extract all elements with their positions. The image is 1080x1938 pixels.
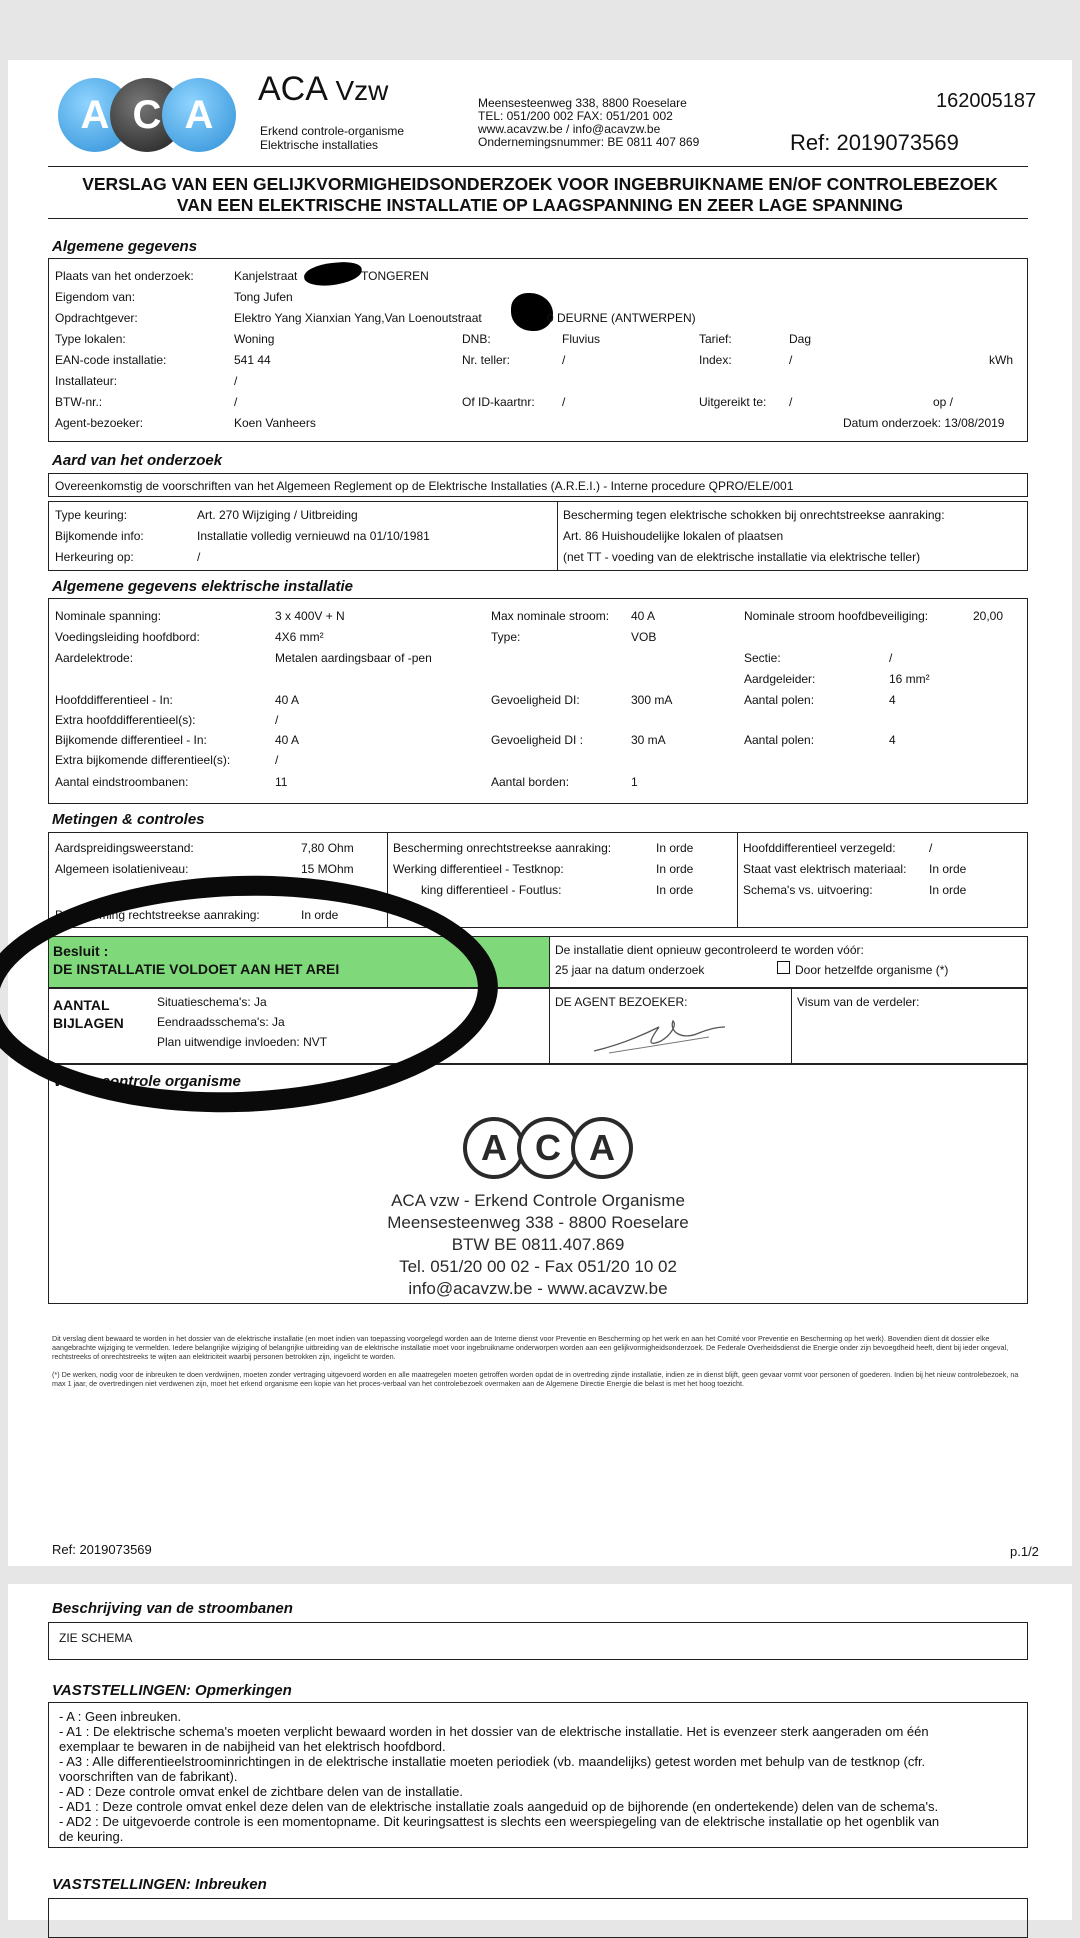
datum-onderzoek: Datum onderzoek: 13/08/2019	[843, 416, 1005, 430]
logo-letter: A	[481, 1127, 507, 1168]
stamp-line-1: ACA vzw - Erkend Controle Organisme	[391, 1191, 685, 1210]
bescherming-heading: Bescherming tegen elektrische schokken bij onrechtstreekse aanraking:	[563, 508, 945, 522]
label-sectie: Sectie:	[744, 651, 781, 665]
reference-number: Ref: 2019073569	[790, 130, 959, 155]
bijlage-plan: Plan uitwendige invloeden: NVT	[157, 1035, 328, 1049]
label-rechtstreekse: Bescherming rechtstreekse aanraking:	[55, 908, 260, 922]
value-foutlus: In orde	[656, 883, 694, 897]
besluit-value: DE INSTALLATIE VOLDOET AAN HET AREI	[53, 961, 340, 977]
signature-icon	[589, 1007, 729, 1059]
aard-intro-box	[48, 473, 1028, 497]
value-id: /	[562, 395, 566, 409]
address-line-3: www.acavzw.be / info@acavzw.be	[478, 122, 661, 136]
opmerking-line: - A1 : De elektrische schema's moeten verplicht bewaard worden in het dossier van de elektrische installatie. Het is evenzeer sterk aangeraden om één	[59, 1724, 929, 1739]
label-extra-bijkomende: Extra bijkomende differentieel(s):	[55, 753, 231, 767]
label-aardspreiding: Aardspreidingsweerstand:	[55, 841, 194, 855]
value-plaats: Kanjelstraat	[234, 269, 298, 283]
value-type-lokalen: Woning	[234, 332, 275, 346]
value-extra-bijkomende: /	[275, 753, 279, 767]
stroombanen-box	[48, 1622, 1028, 1660]
section-heading-opmerkingen: VASTSTELLINGEN: Opmerkingen	[52, 1682, 292, 1699]
stamp-circle-c	[517, 1117, 579, 1179]
logo-letter: C	[132, 92, 162, 137]
opmerking-line: de keuring.	[59, 1829, 124, 1844]
label-agent: Agent-bezoeker:	[55, 416, 144, 430]
zelfde-organisme-checkbox[interactable]	[777, 961, 790, 974]
value-type-keuring: Art. 270 Wijziging / Uitbreiding	[197, 508, 358, 522]
label-testknop: Werking differentieel - Testknop:	[393, 862, 564, 876]
label-index: Index:	[699, 353, 732, 367]
label-herkeuring: Herkeuring op:	[55, 550, 134, 564]
label-onrechtstreekse: Bescherming onrechtstreekse aanraking:	[393, 841, 612, 855]
address-line-1: Meensesteenweg 338, 8800 Roeselare	[478, 96, 687, 110]
value-testknop: In orde	[656, 862, 694, 876]
report-title-line-2: VAN EEN ELEKTRISCHE INSTALLATIE OP LAAGSPANNING EN ZEER LAGE SPANNING	[176, 195, 904, 215]
label-gevoeligheid-2: Gevoeligheid DI :	[491, 733, 584, 747]
value-opdrachtgever-city: 0 DEURNE (ANTWERPEN)	[547, 311, 696, 325]
opmerking-line: - AD1 : Deze controle omvat enkel deze delen van de elektrische installatie zoals aangeduid op de bijhorende (en ondertekende) delen van de schema's.	[59, 1799, 939, 1814]
opmerking-line: exemplaar te bewaren in de nabijheid van het elektrisch hoofdbord.	[59, 1739, 446, 1754]
section-heading-algemene-gegevens: Algemene gegevens	[52, 238, 198, 255]
visum-heading: Visum controle organisme	[53, 1073, 241, 1090]
label-teller: Nr. teller:	[462, 353, 511, 367]
visum-verdeler-label: Visum van de verdeler:	[797, 995, 920, 1009]
opnieuw-termijn: 25 jaar na datum onderzoek	[555, 963, 705, 977]
value-gevoeligheid-2: 30 mA	[631, 733, 666, 747]
label-type: Type:	[491, 630, 521, 644]
value-ean: 541 44	[234, 353, 271, 367]
art86: Art. 86 Huishoudelijke lokalen of plaatsen	[563, 529, 784, 543]
aard-details-box	[48, 501, 1028, 571]
disclaimer-2: (*) De werken, nodig voor de inbreuken te doen verdwijnen, moeten zonder vertraging uitgevoerd worden en alle maatregelen moeten getroffen worden opdat de in overtreding zijnde installatie, indien ze in dienst blijft, geen gevaar vormt voor personen of goederen. Indien bij het nieuw controlebezoek, na max 1 jaar, de overtredingen niet verdwenen zijn, moet het erkend organisme een kopie van het proces-verbaal van het controlebezoek overmaken aan de Algemene Directie Energie die belast is met het hoog toezicht.	[52, 1370, 1019, 1388]
net-tt: (net TT - voeding van de elektrische installatie via elektrische teller)	[563, 550, 921, 564]
logo-circle-a2	[162, 78, 236, 152]
value-index: /	[789, 353, 793, 367]
document-number: 162005187	[936, 90, 1037, 112]
label-foutlus: king differentieel - Foutlus:	[421, 883, 562, 897]
bijlagen-label-1: AANTAL	[53, 997, 110, 1013]
logo-letter: A	[589, 1127, 615, 1168]
label-voedingsleiding: Voedingsleiding hoofdbord:	[55, 630, 200, 644]
label-schemas: Schema's vs. uitvoering:	[743, 883, 873, 897]
value-gevoeligheid-1: 300 mA	[631, 693, 673, 707]
stamp-logo	[463, 1117, 633, 1183]
label-installateur: Installateur:	[55, 374, 118, 388]
label-uitgereikt: Uitgereikt te:	[699, 395, 767, 409]
disclaimer-1: Dit verslag dient bewaard te worden in het dossier van de elektrische installatie (en moet indien van toepassing voorgelegd worden aan de Interne dienst voor Preventie en Bescherming op het werk en aan het Comité voor Preventie en Bescherming op het werk). Bovendien dient dit dossier elke aangebrachte wijziging te vermelden. Iedere belangrijke wijziging of belangrijke uitbreiding van de elektrische installatie moet voor ingebruikname onderworpen worden aan een gelijkvormigheidsonderzoek. De Federale Overheidsdienst die Energie onder zijn bevoegdheid heeft, dient bij ieder ongeval, rechtstreeks of onrechtstreeks te wijten aan elektriciteit waarbij personen betrokken zijn, ingelicht te worden.	[52, 1334, 1009, 1361]
opmerking-line: - A : Geen inbreuken.	[59, 1709, 182, 1724]
value-isolatie: 15 MOhm	[301, 862, 354, 876]
opmerking-line: - AD : Deze controle omvat enkel de zichtbare delen van de installatie.	[59, 1784, 463, 1799]
redaction-mark	[303, 260, 363, 288]
stamp-circle-a1	[463, 1117, 525, 1179]
bijlage-situatie: Situatieschema's: Ja	[157, 995, 267, 1009]
value-hoofdbeveiliging: 20,00	[973, 609, 1004, 623]
zelfde-organisme-label: Door hetzelfde organisme (*)	[795, 963, 949, 977]
value-dnb: Fluvius	[562, 332, 601, 346]
label-extra-hoofddifferentieel: Extra hoofddifferentieel(s):	[55, 713, 196, 727]
report-page-1	[8, 60, 1072, 1566]
aca-logo	[58, 78, 238, 154]
value-polen-2: 4	[889, 733, 896, 747]
section-heading-inbreuken: VASTSTELLINGEN: Inbreuken	[52, 1876, 267, 1893]
value-voedingsleiding: 4X6 mm²	[275, 630, 324, 644]
label-eindstroombanen: Aantal eindstroombanen:	[55, 775, 189, 789]
label-aantal-borden: Aantal borden:	[491, 775, 570, 789]
label-plaats: Plaats van het onderzoek:	[55, 269, 194, 283]
opnieuw-label: De installatie dient opnieuw gecontroleerd te worden vóór:	[555, 943, 864, 957]
opmerkingen-box	[48, 1702, 1028, 1848]
label-opdrachtgever: Opdrachtgever:	[55, 311, 138, 325]
value-btw: /	[234, 395, 238, 409]
value-opdrachtgever: Elektro Yang Xianxian Yang,Van Loenoutstraat	[234, 311, 482, 325]
opmerking-line: - A3 : Alle differentieelstroominrichtingen in de elektrische installatie moeten periodiek (vb. maandelijks) getest worden met behulp van de testknop (cfr.	[59, 1754, 926, 1769]
org-sub2: Elektrische installaties	[260, 138, 379, 152]
label-btw: BTW-nr.:	[55, 395, 103, 409]
value-aardspreiding: 7,80 Ohm	[301, 841, 354, 855]
value-max-stroom: 40 A	[631, 609, 656, 623]
unit-kwh: kWh	[989, 353, 1013, 367]
address-line-2: TEL: 051/200 002 FAX: 051/201 002	[478, 109, 673, 123]
label-nominale-spanning: Nominale spanning:	[55, 609, 162, 623]
bijlagen-label-2: BIJLAGEN	[53, 1015, 124, 1031]
inbreuken-box	[48, 1898, 1028, 1938]
value-eindstroombanen: 11	[275, 775, 288, 789]
label-bijkomende-info: Bijkomende info:	[55, 529, 144, 543]
value-plaats-city: TONGEREN	[361, 269, 429, 283]
stamp-line-3: BTW BE 0811.407.869	[451, 1235, 625, 1254]
logo-letter: A	[80, 92, 110, 137]
label-max-stroom: Max nominale stroom:	[491, 609, 610, 623]
section-heading-metingen: Metingen & controles	[52, 811, 205, 828]
label-staat: Staat vast elektrisch materiaal:	[743, 862, 907, 876]
value-polen-1: 4	[889, 693, 896, 707]
label-bijkomende-differentieel: Bijkomende differentieel - In:	[55, 733, 207, 747]
section-heading-stroombanen: Beschrijving van de stroombanen	[52, 1600, 293, 1617]
stamp-line-2: Meensesteenweg 338 - 8800 Roeselare	[387, 1213, 689, 1232]
value-tarief: Dag	[789, 332, 812, 346]
zie-schema: ZIE SCHEMA	[59, 1631, 133, 1645]
value-eigendom: Tong Jufen	[234, 290, 293, 304]
value-schemas: In orde	[929, 883, 967, 897]
label-hoofddifferentieel: Hoofddifferentieel - In:	[55, 693, 173, 707]
label-tarief: Tarief:	[699, 332, 732, 346]
value-type: VOB	[631, 630, 657, 644]
label-ean: EAN-code installatie:	[55, 353, 167, 367]
value-staat: In orde	[929, 862, 967, 876]
value-herkeuring: /	[197, 550, 201, 564]
value-agent: Koen Vanheers	[234, 416, 316, 430]
label-verzegeld: Hoofddifferentieel verzegeld:	[743, 841, 896, 855]
opmerking-line: voorschriften van de fabrikant).	[59, 1769, 238, 1784]
footer-ref: Ref: 2019073569	[52, 1542, 152, 1557]
value-rechtstreekse: In orde	[301, 908, 339, 922]
value-verzegeld: /	[929, 841, 933, 855]
value-teller: /	[562, 353, 566, 367]
footer-page: p.1/2	[1010, 1544, 1039, 1559]
label-id: Of ID-kaartnr:	[462, 395, 535, 409]
section-heading-aard: Aard van het onderzoek	[52, 452, 223, 469]
value-bijkomende-info: Installatie volledig vernieuwd na 01/10/1981	[197, 529, 430, 543]
org-sub1: Erkend controle-organisme	[260, 124, 405, 138]
value-hoofddifferentieel: 40 A	[275, 693, 300, 707]
label-op: op /	[933, 395, 954, 409]
value-installateur: /	[234, 374, 238, 388]
section-heading-elektrische-installatie: Algemene gegevens elektrische installatie	[52, 578, 353, 595]
report-title-line-1: VERSLAG VAN EEN GELIJKVORMIGHEIDSONDERZOEK VOOR INGEBRUIKNAME EN/OF CONTROLEBEZOEK	[82, 174, 998, 194]
report-page-2	[8, 1584, 1072, 1920]
label-hoofdbeveiliging: Nominale stroom hoofdbeveiliging:	[744, 609, 929, 623]
value-uitgereikt: /	[789, 395, 793, 409]
label-dnb: DNB:	[462, 332, 491, 346]
value-aardelektrode: Metalen aardingsbaar of -pen	[275, 651, 432, 665]
org-name: ACA Vzw	[258, 70, 389, 108]
stamp-circle-a2	[571, 1117, 633, 1179]
label-gevoeligheid-1: Gevoeligheid DI:	[491, 693, 580, 707]
address-line-4: Ondernemingsnummer: BE 0811 407 869	[478, 135, 700, 149]
value-aantal-borden: 1	[631, 775, 638, 789]
label-polen-1: Aantal polen:	[744, 693, 815, 707]
opmerking-line: - AD2 : De uitgevoerde controle is een momentopname. Dit keuringsattest is slechts een weerspiegeling van de elektrische installatie op het ogenblik van	[59, 1814, 940, 1829]
value-onrechtstreekse: In orde	[656, 841, 694, 855]
value-nominale-spanning: 3 x 400V + N	[275, 609, 345, 623]
value-sectie: /	[889, 651, 893, 665]
logo-letter: A	[184, 92, 214, 137]
label-isolatie: Algemeen isolatieniveau:	[55, 862, 189, 876]
value-extra-hoofddifferentieel: /	[275, 713, 279, 727]
aard-intro: Overeenkomstig de voorschriften van het Algemeen Reglement op de Elektrische Installaties (A.R.E.I.) - Interne procedure QPRO/ELE/001	[55, 479, 794, 493]
label-aardelektrode: Aardelektrode:	[55, 651, 134, 665]
label-polen-2: Aantal polen:	[744, 733, 815, 747]
label-type-lokalen: Type lokalen:	[55, 332, 126, 346]
label-type-keuring: Type keuring:	[55, 508, 128, 522]
stamp-line-5: info@acavzw.be - www.acavzw.be	[408, 1279, 668, 1298]
algemene-gegevens-box	[48, 258, 1028, 442]
logo-letter: C	[535, 1127, 561, 1168]
label-eigendom: Eigendom van:	[55, 290, 136, 304]
bijlage-eendraad: Eendraadsschema's: Ja	[157, 1015, 285, 1029]
elektrische-installatie-box	[48, 598, 1028, 804]
label-aardgeleider: Aardgeleider:	[744, 672, 816, 686]
besluit-label: Besluit :	[53, 943, 109, 959]
stamp-line-4: Tel. 051/20 00 02 - Fax 051/20 10 02	[399, 1257, 677, 1276]
agent-bezoeker-label: DE AGENT BEZOEKER:	[555, 995, 688, 1009]
value-bijkomende-differentieel: 40 A	[275, 733, 300, 747]
value-aardgeleider: 16 mm²	[889, 672, 930, 686]
